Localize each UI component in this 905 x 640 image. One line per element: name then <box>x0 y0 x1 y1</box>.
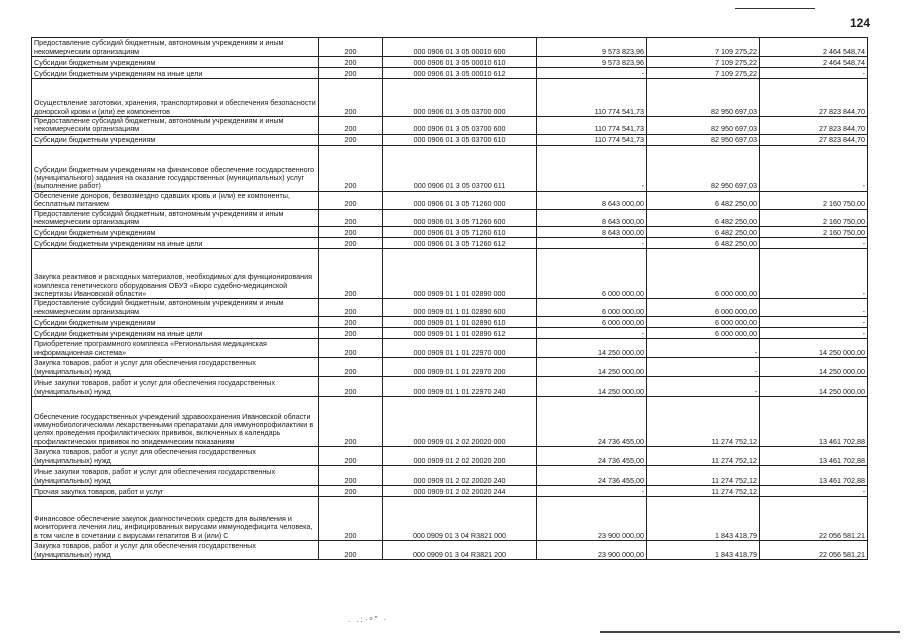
row-line-code: 200 <box>319 317 383 328</box>
row-unexecuted-amount: - <box>760 238 868 249</box>
row-approved-amount: 24 736 455,00 <box>537 397 647 447</box>
row-unexecuted-amount: - <box>760 299 868 317</box>
row-executed-amount: 6 482 250,00 <box>647 238 760 249</box>
row-description: Прочая закупка товаров, работ и услуг <box>32 486 319 497</box>
table-row <box>32 68 868 79</box>
row-executed-amount: 82 950 697,03 <box>647 79 760 117</box>
row-description: Закупка товаров, работ и услуг для обеспечения государственных (муниципальных) нужд <box>32 541 319 560</box>
row-line-code: 200 <box>319 191 383 209</box>
row-classification-code: 000 0906 01 3 05 03700 610 <box>383 134 537 145</box>
row-line-code: 200 <box>319 79 383 117</box>
row-unexecuted-amount: 2 464 548,74 <box>760 38 868 57</box>
row-unexecuted-amount: 2 160 750,00 <box>760 209 868 227</box>
row-executed-amount: 7 109 275,22 <box>647 68 760 79</box>
table-row <box>32 317 868 328</box>
row-classification-code: 000 0909 01 1 01 02890 600 <box>383 299 537 317</box>
row-approved-amount: 6 000 000,00 <box>537 317 647 328</box>
row-unexecuted-amount: - <box>760 317 868 328</box>
row-approved-amount: 8 643 000,00 <box>537 227 647 238</box>
row-approved-amount: 14 250 000,00 <box>537 339 647 358</box>
row-description: Субсидии бюджетным учреждениям <box>32 134 319 145</box>
row-description: Обеспечение доноров, безвозмездно сдавших кровь и (или) ее компоненты, бесплатным питанием <box>32 191 319 209</box>
table-row <box>32 79 868 117</box>
row-executed-amount: - <box>647 339 760 358</box>
row-classification-code: 000 0909 01 2 02 20020 240 <box>383 466 537 486</box>
row-approved-amount: 24 736 455,00 <box>537 466 647 486</box>
row-executed-amount: 7 109 275,22 <box>647 57 760 68</box>
row-executed-amount: 6 482 250,00 <box>647 191 760 209</box>
row-approved-amount: - <box>537 328 647 339</box>
table-row <box>32 249 868 299</box>
row-line-code: 200 <box>319 299 383 317</box>
footer-rule <box>600 631 900 633</box>
row-approved-amount: 110 774 541,73 <box>537 79 647 117</box>
row-classification-code: 000 0906 01 3 05 00010 600 <box>383 38 537 57</box>
row-classification-code: 000 0906 01 3 05 00010 612 <box>383 68 537 79</box>
row-line-code: 200 <box>319 377 383 397</box>
row-unexecuted-amount: 27 823 844,70 <box>760 79 868 117</box>
row-executed-amount: 82 950 697,03 <box>647 117 760 135</box>
row-executed-amount: 82 950 697,03 <box>647 134 760 145</box>
row-unexecuted-amount: 22 056 581,21 <box>760 541 868 560</box>
table-row <box>32 191 868 209</box>
row-classification-code: 000 0909 01 1 01 22970 240 <box>383 377 537 397</box>
row-approved-amount: 110 774 541,73 <box>537 134 647 145</box>
table-row <box>32 377 868 397</box>
row-executed-amount: 11 274 752,12 <box>647 447 760 466</box>
row-classification-code: 000 0906 01 3 05 71260 612 <box>383 238 537 249</box>
header-rule <box>735 8 815 9</box>
row-line-code: 200 <box>319 339 383 358</box>
row-unexecuted-amount: - <box>760 249 868 299</box>
table-row <box>32 339 868 358</box>
row-line-code: 200 <box>319 497 383 541</box>
handwritten-mark: . .:·ᵒ" · <box>348 615 389 624</box>
table-row <box>32 328 868 339</box>
table-row <box>32 397 868 447</box>
row-description: Финансовое обеспечение закупок диагностических средств для выявления и мониторинга лечения лиц, инфицированных вирусами иммунодефицита человека, в том числе в сочетании с вирусами гепатитов В и (или) С <box>32 497 319 541</box>
row-line-code: 200 <box>319 145 383 191</box>
table-row <box>32 38 868 57</box>
row-line-code: 200 <box>319 38 383 57</box>
row-executed-amount: 6 000 000,00 <box>647 299 760 317</box>
row-executed-amount: 6 000 000,00 <box>647 317 760 328</box>
row-classification-code: 000 0909 01 1 01 02890 000 <box>383 249 537 299</box>
row-line-code: 200 <box>319 134 383 145</box>
row-classification-code: 000 0909 01 1 01 02890 610 <box>383 317 537 328</box>
table-row <box>32 134 868 145</box>
table-row <box>32 358 868 377</box>
row-unexecuted-amount: - <box>760 68 868 79</box>
row-description: Субсидии бюджетным учреждениям <box>32 317 319 328</box>
table-row <box>32 209 868 227</box>
row-line-code: 200 <box>319 238 383 249</box>
row-executed-amount: 11 274 752,12 <box>647 486 760 497</box>
row-line-code: 200 <box>319 68 383 79</box>
table-row <box>32 57 868 68</box>
row-classification-code: 000 0909 01 2 02 20020 244 <box>383 486 537 497</box>
row-description: Субсидии бюджетным учреждениям на иные цели <box>32 68 319 79</box>
row-approved-amount: 14 250 000,00 <box>537 358 647 377</box>
row-description: Субсидии бюджетным учреждениям на финансовое обеспечение государственного (муниципального) задания на оказание государственных (муниципальных) услуг (выполнение работ) <box>32 145 319 191</box>
row-line-code: 200 <box>319 541 383 560</box>
row-unexecuted-amount: - <box>760 145 868 191</box>
row-approved-amount: 8 643 000,00 <box>537 191 647 209</box>
row-description: Предоставление субсидий бюджетным, автономным учреждениям и иным некоммерческим организациям <box>32 117 319 135</box>
row-classification-code: 000 0909 01 3 04 R3821 200 <box>383 541 537 560</box>
table-row <box>32 486 868 497</box>
row-approved-amount: 9 573 823,96 <box>537 38 647 57</box>
row-approved-amount: 23 900 000,00 <box>537 497 647 541</box>
row-description: Предоставление субсидий бюджетным, автономным учреждениям и иным некоммерческим организациям <box>32 38 319 57</box>
row-description: Субсидии бюджетным учреждениям <box>32 57 319 68</box>
row-approved-amount: 23 900 000,00 <box>537 541 647 560</box>
row-line-code: 200 <box>319 227 383 238</box>
table-row <box>32 117 868 135</box>
budget-table <box>31 37 868 560</box>
row-approved-amount: - <box>537 486 647 497</box>
row-classification-code: 000 0906 01 3 05 03700 600 <box>383 117 537 135</box>
row-unexecuted-amount: 13 461 702,88 <box>760 466 868 486</box>
row-executed-amount: 6 482 250,00 <box>647 227 760 238</box>
page-number: 124 <box>850 16 871 30</box>
row-line-code: 200 <box>319 397 383 447</box>
row-executed-amount: 1 843 418,79 <box>647 541 760 560</box>
row-description: Закупка товаров, работ и услуг для обеспечения государственных (муниципальных) нужд <box>32 358 319 377</box>
row-classification-code: 000 0906 01 3 05 00010 610 <box>383 57 537 68</box>
row-line-code: 200 <box>319 249 383 299</box>
row-classification-code: 000 0906 01 3 05 71260 000 <box>383 191 537 209</box>
row-description: Иные закупки товаров, работ и услуг для обеспечения государственных (муниципальных) нужд <box>32 377 319 397</box>
row-unexecuted-amount: 14 250 000,00 <box>760 358 868 377</box>
row-approved-amount: 9 573 823,96 <box>537 57 647 68</box>
row-executed-amount: 1 843 418,79 <box>647 497 760 541</box>
row-unexecuted-amount: 13 461 702,88 <box>760 447 868 466</box>
row-classification-code: 000 0909 01 3 04 R3821 000 <box>383 497 537 541</box>
row-unexecuted-amount: 22 056 581,21 <box>760 497 868 541</box>
row-approved-amount: - <box>537 145 647 191</box>
row-executed-amount: 11 274 752,12 <box>647 397 760 447</box>
row-line-code: 200 <box>319 466 383 486</box>
row-classification-code: 000 0906 01 3 05 03700 611 <box>383 145 537 191</box>
row-description: Субсидии бюджетным учреждениям <box>32 227 319 238</box>
table-row <box>32 238 868 249</box>
row-description: Приобретение программного комплекса «Региональная медицинская информационная система» <box>32 339 319 358</box>
row-classification-code: 000 0909 01 1 01 22970 000 <box>383 339 537 358</box>
row-classification-code: 000 0906 01 3 05 03700 000 <box>383 79 537 117</box>
row-classification-code: 000 0909 01 2 02 20020 000 <box>383 397 537 447</box>
table-row <box>32 227 868 238</box>
row-description: Предоставление субсидий бюджетным, автономным учреждениям и иным некоммерческим организациям <box>32 209 319 227</box>
row-line-code: 200 <box>319 209 383 227</box>
row-line-code: 200 <box>319 328 383 339</box>
row-executed-amount: 6 000 000,00 <box>647 249 760 299</box>
row-approved-amount: 8 643 000,00 <box>537 209 647 227</box>
row-approved-amount: 6 000 000,00 <box>537 249 647 299</box>
row-executed-amount: 7 109 275,22 <box>647 38 760 57</box>
row-executed-amount: 82 950 697,03 <box>647 145 760 191</box>
row-executed-amount: 6 000 000,00 <box>647 328 760 339</box>
table-row <box>32 299 868 317</box>
row-classification-code: 000 0906 01 3 05 71260 610 <box>383 227 537 238</box>
row-approved-amount: - <box>537 68 647 79</box>
table-row <box>32 145 868 191</box>
row-executed-amount: 6 482 250,00 <box>647 209 760 227</box>
row-unexecuted-amount: 2 160 750,00 <box>760 227 868 238</box>
row-description: Осуществление заготовки, хранения, транспортировки и обеспечения безопасности донорской крови и (или) ее компонентов <box>32 79 319 117</box>
row-description: Закупка реактивов и расходных материалов, необходимых для функционирования комплекса генетического оборудования ОБУЗ «Бюро судебно-медицинской экспертизы Ивановской области» <box>32 249 319 299</box>
row-description: Предоставление субсидий бюджетным, автономным учреждениям и иным некоммерческим организациям <box>32 299 319 317</box>
row-executed-amount: - <box>647 377 760 397</box>
row-approved-amount: 6 000 000,00 <box>537 299 647 317</box>
row-approved-amount: 24 736 455,00 <box>537 447 647 466</box>
row-description: Закупка товаров, работ и услуг для обеспечения государственных (муниципальных) нужд <box>32 447 319 466</box>
row-description: Иные закупки товаров, работ и услуг для обеспечения государственных (муниципальных) нужд <box>32 466 319 486</box>
row-unexecuted-amount: 27 823 844,70 <box>760 134 868 145</box>
row-classification-code: 000 0906 01 3 05 71260 600 <box>383 209 537 227</box>
row-approved-amount: - <box>537 238 647 249</box>
row-unexecuted-amount: 2 160 750,00 <box>760 191 868 209</box>
row-approved-amount: 14 250 000,00 <box>537 377 647 397</box>
budget-table-body <box>32 38 868 560</box>
row-approved-amount: 110 774 541,73 <box>537 117 647 135</box>
row-line-code: 200 <box>319 117 383 135</box>
row-classification-code: 000 0909 01 2 02 20020 200 <box>383 447 537 466</box>
row-unexecuted-amount: 13 461 702,88 <box>760 397 868 447</box>
row-line-code: 200 <box>319 57 383 68</box>
row-line-code: 200 <box>319 358 383 377</box>
table-row <box>32 541 868 560</box>
row-unexecuted-amount: 2 464 548,74 <box>760 57 868 68</box>
row-unexecuted-amount: - <box>760 486 868 497</box>
row-executed-amount: - <box>647 358 760 377</box>
row-unexecuted-amount: - <box>760 328 868 339</box>
table-row <box>32 497 868 541</box>
row-description: Обеспечение государственных учреждений здравоохранения Ивановской области иммунобиологическими лекарственными препаратами для иммунопрофилактики в целях проведения профилактических прививок, включенных в календарь профилактических прививок по эпидемическим показаниям <box>32 397 319 447</box>
table-row <box>32 466 868 486</box>
row-unexecuted-amount: 14 250 000,00 <box>760 339 868 358</box>
row-description: Субсидии бюджетным учреждениям на иные цели <box>32 238 319 249</box>
row-executed-amount: 11 274 752,12 <box>647 466 760 486</box>
row-unexecuted-amount: 14 250 000,00 <box>760 377 868 397</box>
row-line-code: 200 <box>319 447 383 466</box>
row-description: Субсидии бюджетным учреждениям на иные цели <box>32 328 319 339</box>
row-unexecuted-amount: 27 823 844,70 <box>760 117 868 135</box>
row-line-code: 200 <box>319 486 383 497</box>
table-row <box>32 447 868 466</box>
row-classification-code: 000 0909 01 1 01 22970 200 <box>383 358 537 377</box>
row-classification-code: 000 0909 01 1 01 02890 612 <box>383 328 537 339</box>
